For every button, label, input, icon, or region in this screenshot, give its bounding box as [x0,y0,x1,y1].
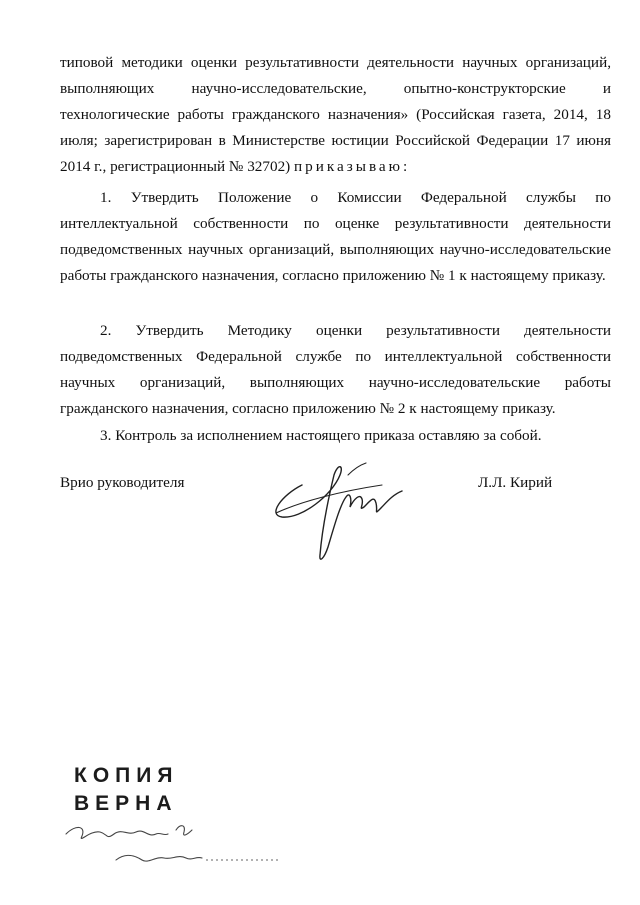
order-item-3: 3. Контроль за исполнением настоящего приказа оставляю за собой. [100,427,542,444]
order-item-2: 2. Утвердить Методику оценки результативности деятельности подведомственных Федеральной службе по интеллектуальной собственности научных организаций, выполняющих научно-исследовательские работы гражданского назначения, согласно приложению № 2 к настоящему приказу. [60,322,611,417]
handwritten-signature [262,455,422,567]
stamp-handwriting [56,816,292,874]
intro-paragraph [60,50,611,180]
signer-title: Врио руководителя [60,474,185,491]
order-item-1: 1. Утвердить Положение о Комиссии Федеральной службы по интеллектуальной собственности по оценке результативности деятельности подведомственных научных организаций, выполняющих научно-исследовательские работы гражданского назначения, согласно приложению № 1 к настоящему приказу. [60,189,611,284]
stamp-line-1: КОПИЯ [74,764,179,787]
certified-copy-stamp [56,758,292,874]
stamp-line-2: ВЕРНА [74,792,178,815]
intro-text: типовой методики оценки результативности деятельности научных организаций, выполняющих научно-исследовательские, опытно-конструкторские и технологические работы гражданского назначения» (Российская газета, 2014, 18 июля; зарегистрирован в Министерстве юстиции Российской Федерации 17 июня 2014 г., регистрационный № 32702) [60,54,611,175]
order-word: приказываю: [294,158,411,175]
signer-name: Л.Л. Кирий [478,474,553,491]
